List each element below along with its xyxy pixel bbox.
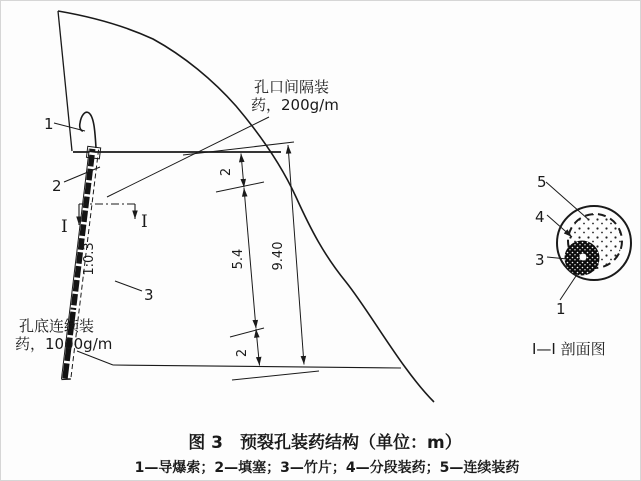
dim-interval-charge-length: 5.4 xyxy=(231,248,246,270)
ext-tick-1 xyxy=(216,182,264,192)
figure-caption: 图 3 预裂孔装药结构（单位：m） xyxy=(188,433,462,453)
bench-left-edge xyxy=(58,11,72,151)
leader-bamboo-strip xyxy=(115,281,142,291)
bottom-charge-note-line2: 药，1000g/m xyxy=(15,335,113,353)
leader-stemming xyxy=(64,167,100,182)
dim-line-hole-depth xyxy=(288,145,304,365)
section-label-continuous-charge: 5 xyxy=(537,173,547,191)
leader-orifice-charge xyxy=(107,117,269,197)
part-label-bamboo-strip: 3 xyxy=(144,286,154,304)
orifice-charge-note-line2: 药，200g/m xyxy=(251,96,339,114)
section-cut-label-right: I xyxy=(141,212,148,232)
figure-legend: 1—导爆索；2—填塞；3—竹片；4—分段装药；5—连续装药 xyxy=(134,460,520,476)
section-view-title: I—I 剖面图 xyxy=(532,340,606,358)
bottom-charge-note-line1: 孔底连续装 xyxy=(19,317,95,335)
section-cut-label-left: I xyxy=(61,217,68,237)
dim-line-stemming xyxy=(241,154,244,188)
leader-section-segmented-charge xyxy=(547,215,572,237)
leader-section-continuous-charge xyxy=(546,182,589,220)
dim-bottom-charge-length: 2 xyxy=(235,348,250,358)
dim-hole-depth: 9.40 xyxy=(271,241,286,271)
leader-section-detonating-cord xyxy=(560,276,576,300)
section-view xyxy=(532,173,631,358)
ext-line-hole-bottom xyxy=(232,371,319,380)
orifice-charge-note-line1: 孔口间隔装 xyxy=(254,78,330,96)
dim-line-bottom-charge xyxy=(256,329,260,366)
ext-line-hole-top xyxy=(183,142,294,155)
section-label-bamboo-strip: 3 xyxy=(535,251,545,269)
slope-ratio-label: 1:0.3 xyxy=(82,242,97,276)
ext-tick-2 xyxy=(230,328,264,337)
presplit-hole-diagram xyxy=(1,1,641,481)
leader-section-bamboo-strip xyxy=(547,257,567,259)
section-detonating-cord-dot xyxy=(580,254,587,261)
part-label-detonating-cord: 1 xyxy=(44,115,54,133)
part-label-stemming: 2 xyxy=(52,177,62,195)
section-label-detonating-cord: 1 xyxy=(556,300,566,318)
hole-bottom-level-line xyxy=(113,365,401,368)
dim-stemming-depth: 2 xyxy=(219,167,234,177)
interval-charge-column xyxy=(71,149,96,310)
section-label-segmented-charge: 4 xyxy=(535,208,545,226)
leader-bottom-charge xyxy=(77,351,113,365)
